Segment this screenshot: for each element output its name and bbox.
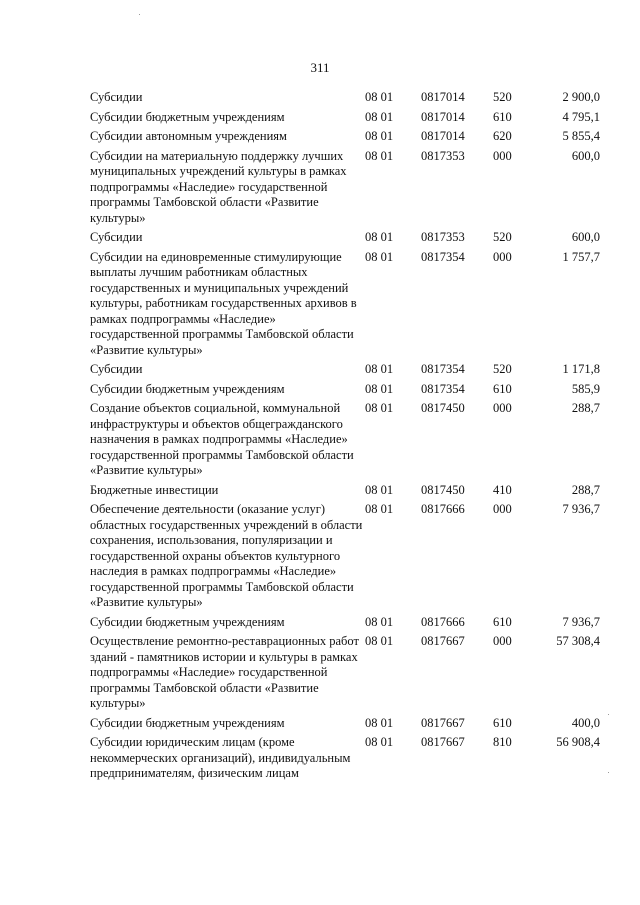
row-expense-type: 000 [493, 249, 512, 264]
row-section-code: 08 01 [365, 634, 394, 648]
row-amount: 400,0 [571, 715, 600, 730]
budget-table [90, 90, 600, 786]
row-name: Субсидии [90, 230, 143, 244]
row-expense-type: 610 [493, 614, 512, 629]
row-name: Создание объектов социальной, коммунальной инфраструктуры и объектов общегражданского назначения в рамках подпрограммы «Наследие» государственной программы Тамбовской области «Развитие культуры» [90, 401, 354, 477]
table-row [90, 615, 600, 631]
row-amount: 7 936,7 [562, 502, 600, 516]
table-row [90, 401, 600, 479]
row-target-code: 0817014 [421, 129, 465, 143]
table-row [90, 634, 600, 712]
scan-speck [608, 714, 609, 715]
row-target-code: 0817354 [421, 249, 465, 264]
row-name: Осуществление ремонтно-реставрационных работ зданий - памятников истории и культуры в рамках подпрограммы «Наследие» государственной программы Тамбовской области «Развитие культуры» [90, 634, 359, 710]
row-target-code: 0817667 [421, 634, 465, 648]
row-expense-type: 610 [493, 381, 512, 396]
row-target-code: 0817014 [421, 109, 465, 124]
row-amount: 7 936,7 [562, 614, 600, 629]
table-row [90, 149, 600, 227]
table-row [90, 230, 600, 246]
row-name: Субсидии [90, 90, 143, 104]
row-amount: 288,7 [571, 401, 600, 415]
row-amount: 600,0 [571, 230, 600, 244]
row-amount: 5 855,4 [562, 129, 600, 143]
row-amount: 56 908,4 [556, 735, 600, 749]
row-name: Субсидии юридическим лицам (кроме некоммерческих организаций), индивидуальным предпринимателям, физическим лицам [90, 735, 351, 780]
row-target-code: 0817667 [421, 735, 465, 749]
row-amount: 57 308,4 [556, 634, 600, 648]
table-row [90, 735, 600, 782]
row-section-code: 08 01 [365, 129, 394, 143]
row-amount: 288,7 [571, 482, 600, 497]
table-row [90, 110, 600, 126]
row-target-code: 0817014 [421, 90, 465, 104]
row-name: Субсидии автономным учреждениям [90, 129, 287, 143]
table-row [90, 362, 600, 378]
row-section-code: 08 01 [365, 502, 394, 516]
row-amount: 2 900,0 [562, 90, 600, 104]
scan-speck [608, 772, 609, 773]
row-target-code: 0817353 [421, 230, 465, 244]
row-expense-type: 000 [493, 634, 512, 648]
row-target-code: 0817354 [421, 381, 465, 396]
table-row [90, 716, 600, 732]
table-row [90, 483, 600, 499]
row-name: Бюджетные инвестиции [90, 482, 219, 497]
row-section-code: 08 01 [365, 381, 394, 396]
row-expense-type: 000 [493, 502, 512, 516]
row-name: Субсидии на материальную поддержку лучших муниципальных учреждений культуры в рамках подпрограммы «Наследие» государственной программы Тамбовской области «Развитие культуры» [90, 148, 347, 225]
table-row [90, 129, 600, 145]
row-name: Субсидии на единовременные стимулирующие выплаты лучшим работникам областных государственных и муниципальных учреждений культуры, работникам государственных архивов в рамках подпрограммы «Наследие» государственной программы Тамбовской области «Развитие культуры» [90, 249, 357, 357]
row-expense-type: 610 [493, 715, 512, 730]
row-expense-type: 610 [493, 109, 512, 124]
row-name: Субсидии бюджетным учреждениям [90, 715, 285, 730]
row-section-code: 08 01 [365, 109, 394, 124]
row-name: Субсидии бюджетным учреждениям [90, 381, 285, 396]
row-target-code: 0817450 [421, 401, 465, 415]
row-section-code: 08 01 [365, 362, 394, 376]
row-section-code: 08 01 [365, 735, 394, 749]
table-row [90, 502, 600, 611]
row-expense-type: 000 [493, 148, 512, 163]
row-section-code: 08 01 [365, 614, 394, 629]
row-expense-type: 520 [493, 90, 512, 104]
table-row [90, 382, 600, 398]
row-expense-type: 520 [493, 362, 512, 376]
row-name: Субсидии бюджетным учреждениям [90, 109, 285, 124]
row-name: Субсидии [90, 362, 143, 376]
row-expense-type: 000 [493, 401, 512, 415]
row-section-code: 08 01 [365, 90, 394, 104]
row-expense-type: 810 [493, 735, 512, 749]
row-section-code: 08 01 [365, 715, 394, 730]
scan-speck [139, 14, 140, 15]
table-row [90, 90, 600, 106]
row-section-code: 08 01 [365, 148, 394, 163]
row-name: Обеспечение деятельности (оказание услуг) областных государственных учреждений в области сохранения, использования, популяризации и государственной охраны объектов культурного наследия в рамках подпрограммы «Наследие» государственной программы Тамбовской области «Развитие культуры» [90, 502, 363, 609]
row-amount: 4 795,1 [562, 109, 600, 124]
row-expense-type: 620 [493, 129, 512, 143]
row-target-code: 0817666 [421, 614, 465, 629]
row-target-code: 0817450 [421, 482, 465, 497]
row-expense-type: 520 [493, 230, 512, 244]
row-target-code: 0817353 [421, 148, 465, 163]
row-target-code: 0817666 [421, 502, 465, 516]
row-amount: 600,0 [571, 148, 600, 163]
row-section-code: 08 01 [365, 482, 394, 497]
row-target-code: 0817354 [421, 362, 465, 376]
row-amount: 585,9 [571, 381, 600, 396]
row-expense-type: 410 [493, 482, 512, 497]
page-number: 311 [310, 60, 330, 75]
row-section-code: 08 01 [365, 249, 394, 264]
table-row [90, 250, 600, 359]
row-section-code: 08 01 [365, 401, 394, 415]
row-target-code: 0817667 [421, 715, 465, 730]
row-amount: 1 171,8 [562, 362, 600, 376]
row-name: Субсидии бюджетным учреждениям [90, 614, 285, 629]
row-amount: 1 757,7 [562, 249, 600, 264]
row-section-code: 08 01 [365, 230, 394, 244]
